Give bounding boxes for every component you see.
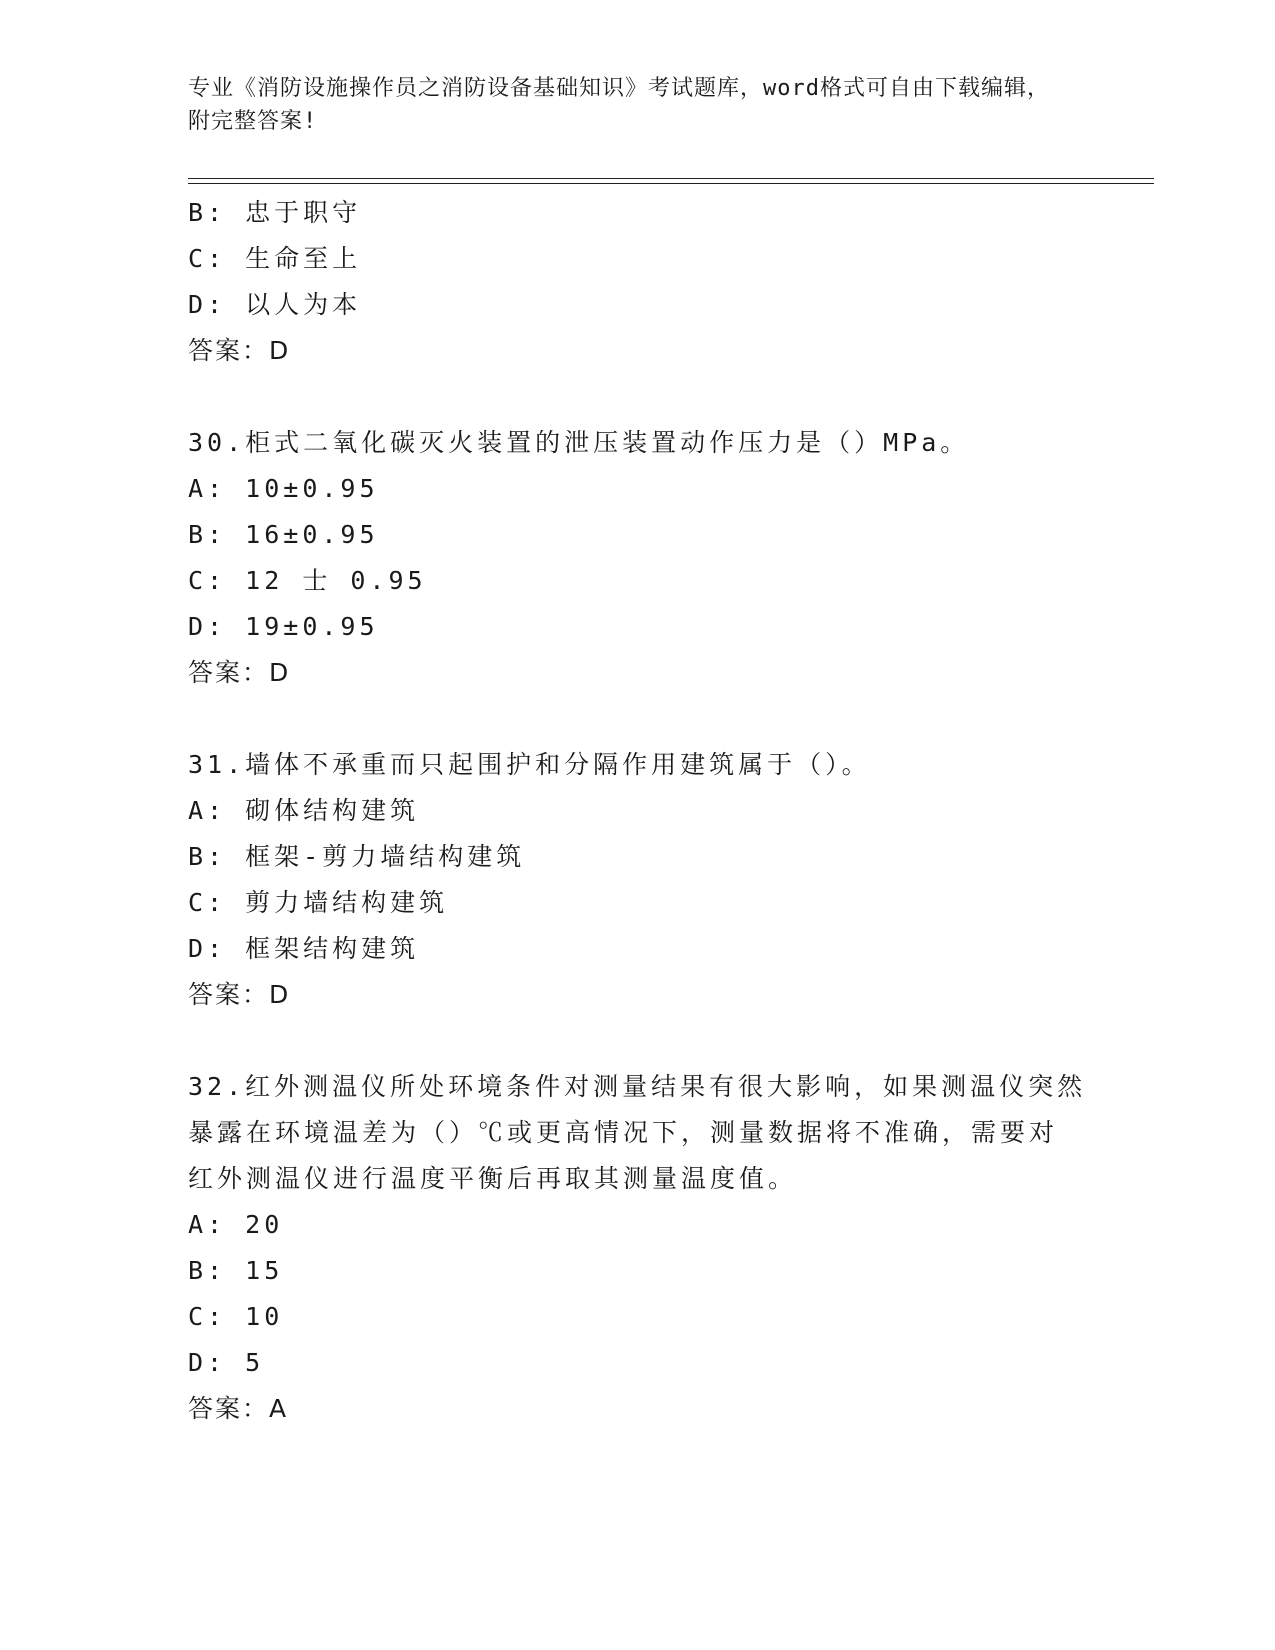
option-text: 20 bbox=[245, 1210, 284, 1239]
option-a bbox=[188, 1202, 1088, 1248]
option-text: 框架结构建筑 bbox=[245, 934, 420, 963]
option-a bbox=[188, 788, 1088, 834]
option-b bbox=[188, 834, 1088, 880]
option-label: C: bbox=[188, 244, 227, 273]
option-c bbox=[188, 880, 1088, 926]
question-text-line-1: 32.红外测温仪所处环境条件对测量结果有很大影响，如果测温仪突然 bbox=[188, 1072, 1087, 1101]
option-text: 生命至上 bbox=[245, 244, 362, 273]
header-divider-bottom bbox=[188, 183, 1154, 184]
header-intro-text: 专业《消防设施操作员之消防设备基础知识》考试题库，word格式可自由下载编辑，附完整答案! bbox=[188, 76, 1050, 134]
question-30 bbox=[188, 420, 1088, 696]
answer-line: 答案：A bbox=[188, 1394, 289, 1423]
question-31 bbox=[188, 742, 1088, 1018]
option-label: D: bbox=[188, 934, 227, 963]
option-d bbox=[188, 1340, 1088, 1386]
option-label: A: bbox=[188, 1210, 227, 1239]
option-c bbox=[188, 236, 1088, 282]
option-label: B: bbox=[188, 842, 227, 871]
question-32 bbox=[188, 1064, 1088, 1432]
question-text-line-2: 暴露在环境温差为（）℃或更高情况下，测量数据将不准确，需要对 bbox=[188, 1118, 1059, 1147]
header-divider-top bbox=[188, 178, 1154, 179]
option-text: 剪力墙结构建筑 bbox=[245, 888, 449, 917]
question-29-tail bbox=[188, 190, 1088, 374]
answer-line: 答案：D bbox=[188, 336, 291, 365]
option-b bbox=[188, 512, 1088, 558]
option-label: B: bbox=[188, 520, 227, 549]
option-c bbox=[188, 1294, 1088, 1340]
option-text: 15 bbox=[245, 1256, 284, 1285]
option-text: 12 士 0.95 bbox=[245, 566, 427, 595]
question-text-line-3: 红外测温仪进行温度平衡后再取其测量温度值。 bbox=[188, 1164, 798, 1193]
question-text: 31.墙体不承重而只起围护和分隔作用建筑属于（）。 bbox=[188, 750, 871, 779]
option-label: A: bbox=[188, 796, 227, 825]
option-label: D: bbox=[188, 1348, 227, 1377]
option-text: 16±0.95 bbox=[245, 520, 379, 549]
option-text: 5 bbox=[245, 1348, 265, 1377]
document-header bbox=[188, 72, 1068, 138]
option-d bbox=[188, 926, 1088, 972]
question-list bbox=[188, 190, 1088, 1432]
option-label: D: bbox=[188, 290, 227, 319]
answer-line: 答案：D bbox=[188, 980, 291, 1009]
option-text: 砌体结构建筑 bbox=[245, 796, 420, 825]
option-text: 忠于职守 bbox=[245, 198, 362, 227]
option-text: 10 bbox=[245, 1302, 284, 1331]
option-label: A: bbox=[188, 474, 227, 503]
option-a bbox=[188, 466, 1088, 512]
option-label: C: bbox=[188, 1302, 227, 1331]
option-label: C: bbox=[188, 888, 227, 917]
option-text: 以人为本 bbox=[245, 290, 362, 319]
option-d bbox=[188, 282, 1088, 328]
option-b bbox=[188, 190, 1088, 236]
option-d bbox=[188, 604, 1088, 650]
option-label: C: bbox=[188, 566, 227, 595]
answer-line: 答案：D bbox=[188, 658, 291, 687]
question-text: 30.柜式二氧化碳灭火装置的泄压装置动作压力是（）MPa。 bbox=[188, 428, 970, 457]
option-c bbox=[188, 558, 1088, 604]
option-text: 框架-剪力墙结构建筑 bbox=[245, 842, 526, 871]
option-text: 19±0.95 bbox=[245, 612, 379, 641]
option-label: D: bbox=[188, 612, 227, 641]
option-label: B: bbox=[188, 1256, 227, 1285]
option-label: B: bbox=[188, 198, 227, 227]
option-b bbox=[188, 1248, 1088, 1294]
option-text: 10±0.95 bbox=[245, 474, 379, 503]
